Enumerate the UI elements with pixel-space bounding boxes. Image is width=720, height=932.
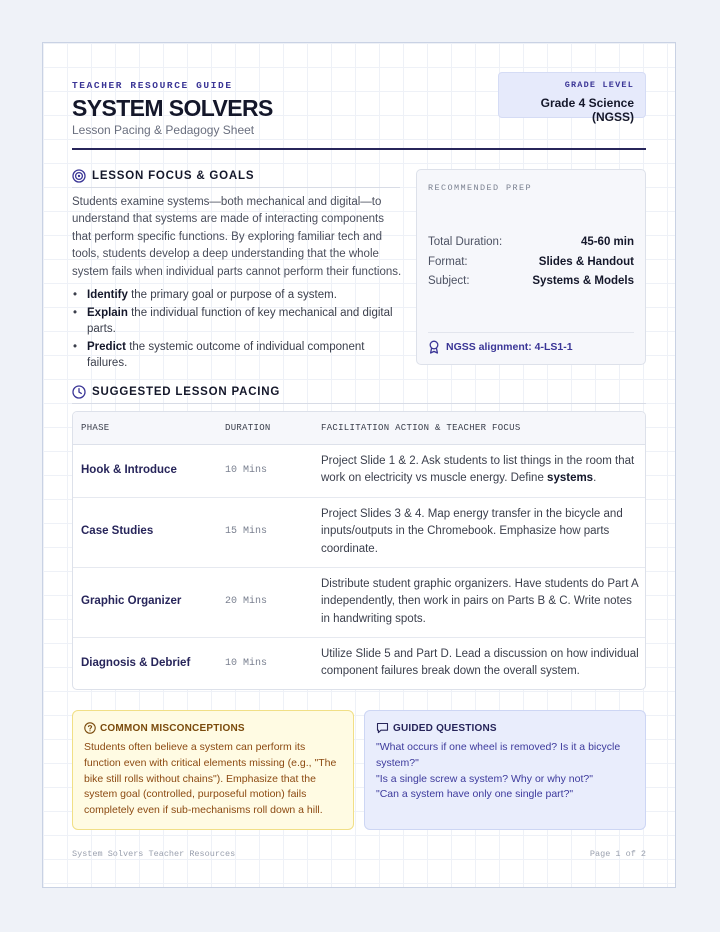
lesson-pacing-heading-text: SUGGESTED LESSON PACING: [92, 386, 281, 398]
phase-action: Utilize Slide 5 and Part D. Lead a discussion on how individual component failures break down the overall system.: [321, 648, 639, 678]
phase-action: Distribute student graphic organizers. Have students do Part A independently, then work in pairs on Parts B & C. Write notes in handwriting spots.: [321, 578, 639, 625]
column-header-action: FACILITATION ACTION & TEACHER FOCUS: [321, 423, 521, 433]
action-emphasis: systems: [547, 472, 594, 485]
page-number: Page 1 of 2: [589, 849, 646, 859]
table-row: [73, 637, 645, 690]
phase-name: Hook & Introduce: [81, 464, 177, 476]
learning-goal-item: • Explain the individual function of key mechanical and digital parts.: [73, 307, 393, 335]
ngss-alignment: [428, 340, 573, 354]
phase-action: Project Slides 3 & 4. Map energy transfer in the bicycle and inputs/outputs in the Chromebook. Emphasize how parts coordinate.: [321, 508, 623, 555]
misconceptions-heading-text: COMMON MISCONCEPTIONS: [100, 722, 245, 734]
column-header-duration: DURATION: [225, 423, 271, 433]
footer-title: System Solvers Teacher Resources: [72, 849, 236, 859]
goal-text: the primary goal or purpose of a system.: [127, 289, 337, 301]
learning-goals-list: [72, 287, 402, 373]
goal-text: the individual function of key mechanical and digital parts.: [87, 307, 393, 335]
grade-level-label: GRADE LEVEL: [564, 80, 634, 90]
table-row: [73, 497, 645, 568]
misconceptions-callout: [72, 710, 354, 830]
pacing-table: [72, 411, 646, 690]
lesson-focus-heading-text: LESSON FOCUS & GOALS: [92, 170, 255, 182]
lesson-focus-divider: [72, 187, 400, 188]
guided-question: "Is a single screw a system? Why or why not?": [376, 772, 593, 785]
prep-value: Systems & Models: [532, 275, 634, 287]
lesson-focus-paragraph: Students examine systems—both mechanical and digital—to understand that systems are made of interacting components that perform specific functions. By exploring familiar tech and tools, students develop a deep understanding that the whole system fails when individual parts cannot perform their functions.: [72, 196, 402, 278]
misconceptions-heading: [84, 722, 342, 734]
ngss-alignment-text: NGSS alignment: 4-LS1-1: [446, 341, 573, 353]
phase-duration: 10 Mins: [225, 658, 268, 669]
goal-verb: Identify: [87, 289, 128, 301]
header-divider: [72, 148, 646, 150]
misconceptions-text: Students often believe a system can perform its function even with critical elements missing (e.g., "The bike still rolls without chains"). Emphasize that the system goal (controlled, purposeful motion) fails completely even if sub-mechanisms roll down a hill.: [84, 741, 337, 817]
grade-level-badge: [498, 72, 646, 124]
guided-questions-heading: [376, 722, 634, 734]
clock-icon: [72, 385, 86, 399]
prep-row-format: [428, 256, 634, 268]
page-subtitle: Lesson Pacing & Pedagogy Sheet: [72, 123, 255, 137]
award-ribbon-icon: [428, 340, 440, 354]
phase-name: Case Studies: [81, 525, 154, 537]
guided-questions-heading-text: GUIDED QUESTIONS: [393, 722, 497, 734]
phase-duration: 15 Mins: [225, 526, 268, 537]
lesson-focus-heading: [72, 169, 254, 183]
table-row: [73, 444, 645, 498]
target-icon: [72, 169, 86, 183]
recommended-prep-card: [416, 169, 646, 365]
grade-level-value: Grade 4 Science (NGSS): [540, 96, 634, 124]
goal-text: the systemic outcome of individual component failures.: [87, 341, 365, 369]
learning-goal-item: • Identify the primary goal or purpose of a system.: [73, 289, 337, 301]
phase-action: Project Slide 1 & 2. Ask students to list things in the room that work on electricity vs muscle energy. Define systems.: [321, 455, 635, 485]
prep-value: 45-60 min: [580, 236, 634, 248]
goal-verb: Predict: [87, 341, 126, 353]
prep-row-subject: [428, 275, 634, 287]
resource-page: [42, 42, 676, 888]
table-row: [73, 567, 645, 638]
speech-bubble-icon: [376, 722, 389, 734]
prep-divider: [428, 332, 634, 333]
prep-row-duration: [428, 236, 634, 248]
question-circle-icon: [84, 722, 96, 734]
phase-name: Diagnosis & Debrief: [81, 657, 191, 669]
lesson-pacing-divider: [72, 403, 646, 404]
phase-duration: 10 Mins: [225, 465, 268, 476]
goal-verb: Explain: [87, 307, 128, 319]
prep-key: Format:: [428, 256, 468, 268]
page-title: SYSTEM SOLVERS: [72, 95, 273, 121]
prep-key: Total Duration:: [428, 236, 503, 248]
prep-key: Subject:: [428, 275, 470, 287]
learning-goal-item: • Predict the systemic outcome of individual component failures.: [73, 341, 365, 369]
document-kicker: TEACHER RESOURCE GUIDE: [72, 80, 233, 91]
column-header-phase: PHASE: [81, 423, 110, 433]
phase-name: Graphic Organizer: [81, 595, 182, 607]
phase-duration: 20 Mins: [225, 596, 268, 607]
prep-value: Slides & Handout: [538, 256, 634, 268]
lesson-pacing-heading: [72, 385, 280, 399]
guided-question: "What occurs if one wheel is removed? Is it a bicycle system?": [376, 741, 621, 769]
guided-question: "Can a system have only one single part?": [376, 788, 574, 801]
pacing-table-header: [73, 412, 645, 445]
page-footer: [72, 849, 646, 859]
page-content: [72, 43, 646, 887]
guided-questions-callout: [364, 710, 646, 830]
prep-card-label: RECOMMENDED PREP: [428, 183, 533, 193]
guided-questions-list: [376, 740, 634, 803]
